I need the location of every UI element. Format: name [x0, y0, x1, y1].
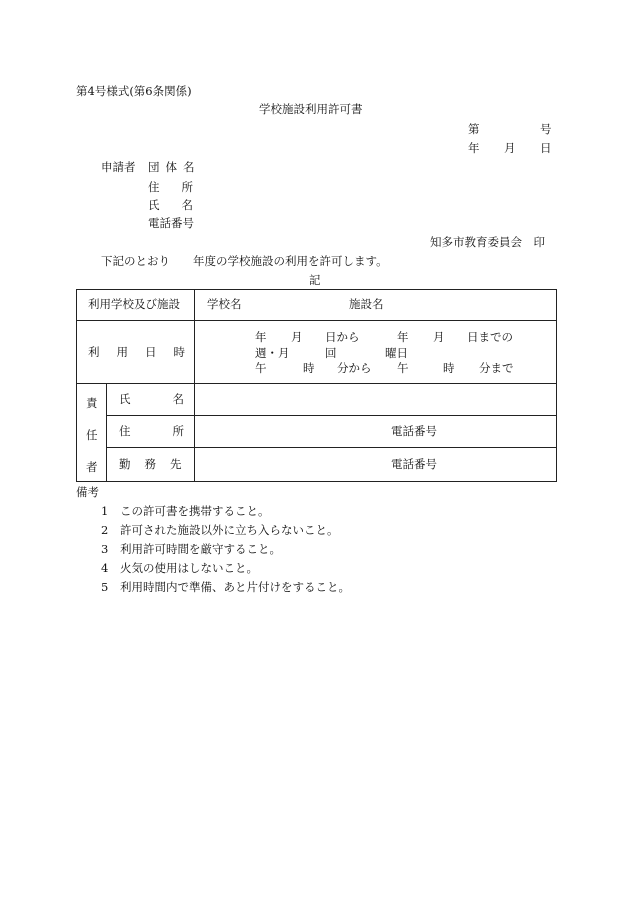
resp-name-value [195, 384, 557, 416]
remark-text-3: 利用許可時間を厳守すること。 [120, 542, 281, 556]
field-label-name-text: 氏名 [148, 198, 215, 212]
remark-text-2: 許可された施設以外に立ち入らないこと。 [120, 523, 339, 537]
school-name-label: 学校名 [207, 297, 242, 311]
issuer-seal: 知多市教育委員会 印 [430, 235, 545, 249]
facility-row-label: 利用学校及び施設 [88, 297, 180, 311]
row-datetime [77, 321, 557, 384]
number-prefix: 第 [468, 122, 480, 136]
row-responsible-work [77, 448, 557, 482]
resp-name-label: 氏名 [119, 392, 226, 406]
time-start-ampm: 午 [255, 361, 267, 375]
ki-heading: 記 [309, 273, 321, 287]
period-start-month: 月 [291, 330, 303, 344]
remarks-title: 備考 [76, 485, 99, 499]
facility-name-label: 施設名 [349, 297, 384, 311]
field-label-group [148, 160, 201, 174]
resp-name-label-cell [107, 384, 226, 416]
field-label-address [148, 180, 215, 194]
period-end-year: 年 [397, 330, 409, 344]
remark-num-5: 5 [101, 580, 109, 594]
weekday: 曜日 [385, 346, 408, 360]
applicant-label: 申請者 [101, 160, 136, 174]
frequency-unit: 週・月 [255, 346, 290, 360]
number-suffix: 号 [540, 122, 552, 136]
datetime-label-cell [77, 321, 202, 384]
permission-text-suffix: 年度の学校施設の利用を許可します。 [193, 254, 388, 268]
remark-text-1: この許可書を携帯すること。 [120, 504, 270, 518]
resp-address-value [195, 416, 557, 448]
resp-address-label-cell [107, 416, 226, 448]
permit-table [76, 289, 557, 482]
remark-num-4: 4 [101, 561, 109, 575]
document-title: 学校施設利用許可書 [259, 102, 363, 116]
period-start-year: 年 [255, 330, 267, 344]
field-label-phone: 電話番号 [148, 216, 194, 230]
remark-text-4: 火気の使用はしないこと。 [120, 561, 258, 575]
date-year: 年 [468, 141, 480, 155]
field-label-address-text: 住所 [148, 180, 215, 194]
remark-num-3: 3 [101, 542, 109, 556]
period-start-day: 日から [325, 330, 360, 344]
resp-address-phone-label: 電話番号 [391, 424, 437, 438]
field-label-name [148, 198, 215, 212]
period-end-day: 日までの [467, 330, 513, 344]
row-facility [77, 290, 557, 321]
time-start-minute: 分から [337, 361, 372, 375]
responsible-char-2: 任 [86, 428, 98, 442]
datetime-row-label: 利用日時 [88, 345, 202, 359]
remark-num-2: 2 [101, 523, 109, 537]
date-month: 月 [504, 141, 516, 155]
resp-work-phone-label: 電話番号 [391, 457, 437, 471]
row-responsible-address [77, 416, 557, 448]
resp-work-label-cell [107, 448, 195, 482]
remark-text-5: 利用時間内で準備、あと片付けをすること。 [120, 580, 350, 594]
date-day: 日 [540, 141, 552, 155]
frequency-count: 回 [325, 346, 337, 360]
resp-address-label: 住所 [119, 424, 226, 438]
remark-num-1: 1 [101, 504, 109, 518]
time-end-ampm: 午 [397, 361, 409, 375]
time-end-hour: 時 [443, 361, 455, 375]
responsible-label-cell [77, 384, 107, 482]
form-number: 第4号様式(第6条関係) [76, 84, 192, 98]
responsible-char-3: 者 [86, 460, 98, 474]
resp-work-label: 勤務先 [119, 457, 196, 471]
permission-text-prefix: 下記のとおり [101, 254, 170, 268]
responsible-char-1: 責 [86, 396, 98, 410]
field-label-group-text: 団体名 [148, 160, 201, 174]
period-end-month: 月 [433, 330, 445, 344]
facility-label-cell [77, 290, 195, 321]
time-end-minute: 分まで [479, 361, 514, 375]
time-start-hour: 時 [303, 361, 315, 375]
resp-work-value [195, 448, 557, 482]
datetime-value-cell [195, 321, 557, 384]
row-responsible-name [77, 384, 557, 416]
facility-value-cell [195, 290, 557, 321]
